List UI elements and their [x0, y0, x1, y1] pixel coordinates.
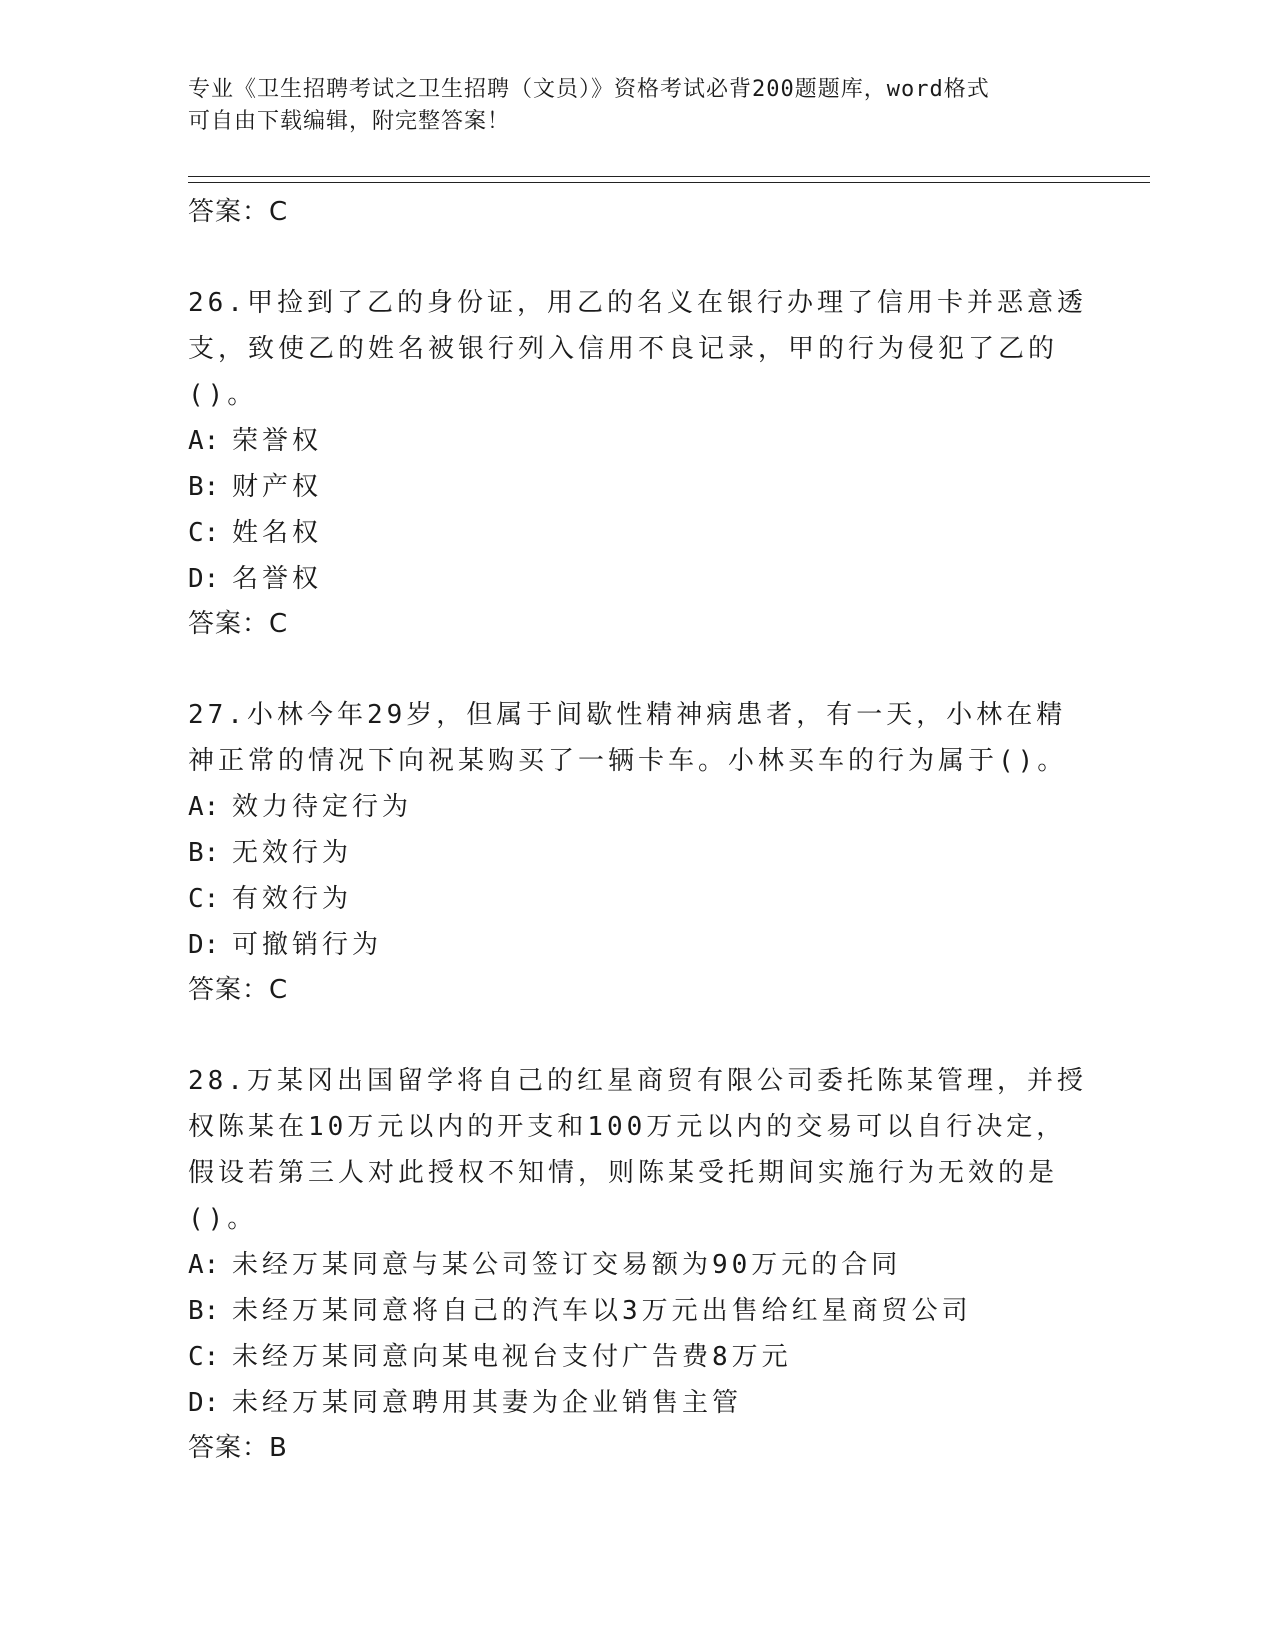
- option-text: 效力待定行为: [232, 792, 413, 822]
- option-key: D:: [188, 564, 220, 594]
- option-text: 可撤销行为: [232, 930, 383, 960]
- option-key: D:: [188, 1388, 220, 1418]
- option-a: [188, 784, 1088, 830]
- header-line-1: 专业《卫生招聘考试之卫生招聘（文员）》资格考试必背200题题库，word格式: [188, 77, 990, 102]
- option-text: 姓名权: [232, 518, 323, 548]
- option-text: 有效行为: [232, 884, 353, 914]
- option-key: B:: [188, 472, 220, 502]
- option-c: [188, 876, 1088, 922]
- option-text: 财产权: [232, 472, 323, 502]
- question-list: [188, 190, 1088, 1470]
- option-text: 未经万某同意与某公司签订交易额为90万元的合同: [232, 1250, 902, 1280]
- answer-26: 答案：C: [188, 609, 289, 639]
- answer-previous: 答案：C: [188, 197, 289, 227]
- option-d: [188, 556, 1088, 602]
- header-divider: [188, 176, 1150, 183]
- question-26: [188, 280, 1088, 646]
- option-key: A:: [188, 1250, 220, 1280]
- option-key: C:: [188, 1342, 220, 1372]
- document-header: [188, 74, 1088, 138]
- option-text: 未经万某同意向某电视台支付广告费8万元: [232, 1342, 792, 1372]
- option-key: B:: [188, 1296, 220, 1326]
- option-key: C:: [188, 884, 220, 914]
- question-stem: 28.万某冈出国留学将自己的红星商贸有限公司委托陈某管理，并授权陈某在10万元以内的开支和100万元以内的交易可以自行决定，假设若第三人对此授权不知情，则陈某受托期间实施行为无效的是()。: [188, 1066, 1087, 1234]
- option-text: 名誉权: [232, 564, 323, 594]
- answer-28: 答案：B: [188, 1433, 288, 1463]
- option-text: 未经万某同意将自己的汽车以3万元出售给红星商贸公司: [232, 1296, 972, 1326]
- option-text: 荣誉权: [232, 426, 323, 456]
- option-b: [188, 464, 1088, 510]
- option-b: [188, 830, 1088, 876]
- question-stem: 26.甲捡到了乙的身份证，用乙的名义在银行办理了信用卡并恶意透支，致使乙的姓名被银行列入信用不良记录，甲的行为侵犯了乙的()。: [188, 288, 1087, 410]
- option-b: [188, 1288, 1088, 1334]
- option-a: [188, 1242, 1088, 1288]
- option-key: C:: [188, 518, 220, 548]
- answer-27: 答案：C: [188, 975, 289, 1005]
- option-c: [188, 510, 1088, 556]
- option-text: 未经万某同意聘用其妻为企业销售主管: [232, 1388, 743, 1418]
- question-27: [188, 692, 1088, 1012]
- header-line-2: 可自由下载编辑，附完整答案！: [188, 109, 511, 134]
- option-text: 无效行为: [232, 838, 353, 868]
- option-d: [188, 1380, 1088, 1426]
- option-d: [188, 922, 1088, 968]
- option-key: B:: [188, 838, 220, 868]
- option-key: A:: [188, 792, 220, 822]
- option-key: A:: [188, 426, 220, 456]
- question-stem: 27.小林今年29岁，但属于间歇性精神病患者，有一天，小林在精神正常的情况下向祝某购买了一辆卡车。小林买车的行为属于()。: [188, 700, 1068, 776]
- option-key: D:: [188, 930, 220, 960]
- question-28: [188, 1058, 1088, 1470]
- option-c: [188, 1334, 1088, 1380]
- option-a: [188, 418, 1088, 464]
